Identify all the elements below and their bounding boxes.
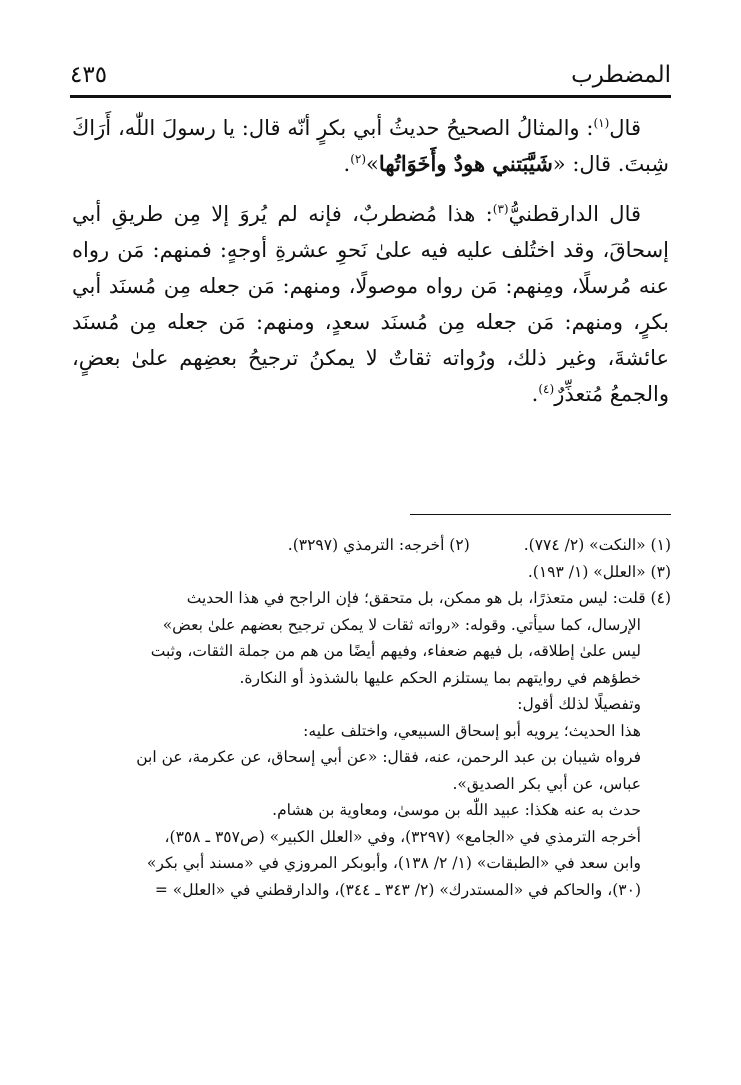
p1-text-d: . <box>343 152 351 176</box>
footnote-4-line: عباس، عن أبي بكر الصديق». <box>452 774 641 793</box>
footnote-4-line: ليس علىٰ إطلاقه، بل فيهم ضعفاء، وفيهم أيضًا من هم من جملة الثقات، وثبت <box>150 642 641 660</box>
footnote-row-1-2 <box>70 532 671 559</box>
footnotes <box>70 532 671 903</box>
footnote-ref-3: (٣) <box>492 202 509 216</box>
p1-text-b: : والمثالُ الصحيحُ حديثُ أبي بكرٍ أنّه قال: يا رسولَ اللّٰه، أَرَاكَ شِبتَ. قال: « <box>72 116 669 176</box>
footnote-4-line: حدث به عنه هكذا: عبيد اللّٰه بن موسىٰ، ومعاوية بن هشام. <box>272 801 641 819</box>
page-header <box>70 58 671 92</box>
paragraph-2 <box>72 196 669 412</box>
footnote-4 <box>70 585 671 903</box>
footnote-ref-4: (٤) <box>538 382 555 396</box>
footnote-4-line: الإرسال، كما سيأتي. وقوله: «رواته ثقات لا يمكن ترجيح بعضهم علىٰ بعض» <box>162 615 641 634</box>
p2-text-c: . <box>531 382 539 406</box>
p2-text-b: : هذا مُضطربٌ، فإنه لم يُروَ إلا مِن طريقِ أبي إسحاقَ، وقد اختُلف عليه فيه علىٰ نَحوِ عشرةِ أوجهٍ: فمنهم: مَن رواه عنه مُرسلًا، ومِنهم: مَن رواه موصولًا، ومنهم: مَن جعله مِن مُسنَد أبي بكرٍ، ومنهم: مَن جعله مِن مُسنَد سعدٍ، ومنهم: مَن جعله مِن مُسنَد عائشةَ، وغير ذلك، ورُواته ثقاتٌ لا يمكنُ ترجيحُ بعضِهم علىٰ بعضٍ، والجمعُ مُتعذِّرٌ <box>72 202 669 406</box>
footnote-ref-2: (٢) <box>350 152 367 166</box>
footnote-1: (١) «النكت» (٢/ ٧٧٤). <box>523 536 671 554</box>
p1-text-a: قال <box>609 116 641 140</box>
running-title: المضطرب <box>571 62 671 88</box>
footnote-4-line: هذا الحديث؛ يرويه أبو إسحاق السبيعي، واختلف عليه: <box>303 721 641 740</box>
footnote-separator <box>410 514 671 515</box>
p1-text-c: » <box>366 152 379 176</box>
footnote-4-line: فرواه شيبان بن عبد الرحمن، عنه، فقال: «عن أبي إسحاق، عن عكرمة، عن ابن <box>136 748 641 766</box>
footnote-4-line: (٤) قلت: ليس متعذرًا، بل هو ممكن، بل متحقق؛ فإن الراجح في هذا الحديث <box>186 589 671 607</box>
footnote-4-line: خطؤهم في روايتهم بما يستلزم الحكم عليها بالشذوذ أو النكارة. <box>239 668 641 687</box>
page-number: ٤٣٥ <box>70 62 108 88</box>
main-text <box>72 110 669 412</box>
footnote-4-line: (٣٠)، والحاكم في «المستدرك» (٢/ ٣٤٣ ـ ٣٤٤)، والدارقطني في «العلل» = <box>154 880 641 899</box>
p2-text-a: قال الدارقطنيُّ <box>508 202 642 226</box>
paragraph-1 <box>72 110 669 182</box>
footnote-4-line: وتفصيلًا لذلك أقول: <box>517 695 641 713</box>
hadith-quote: شَيَّبَتني هودٌ وأَخَوَاتُها <box>378 151 553 176</box>
footnote-4-line: أخرجه الترمذي في «الجامع» (٣٢٩٧)، وفي «العلل الكبير» (ص٣٥٧ ـ ٣٥٨)، <box>164 827 641 846</box>
header-rule <box>70 95 671 98</box>
footnote-2: (٢) أخرجه: الترمذي (٣٢٩٧). <box>287 536 470 554</box>
footnote-4-line: وابن سعد في «الطبقات» (١/ ٢/ ١٣٨)، وأبوبكر المروزي في «مسند أبي بكر» <box>146 854 641 872</box>
footnote-4-continuation <box>70 612 671 904</box>
footnote-3: (٣) «العلل» (١/ ١٩٣). <box>527 562 671 581</box>
footnote-ref-1: (١) <box>593 116 610 130</box>
